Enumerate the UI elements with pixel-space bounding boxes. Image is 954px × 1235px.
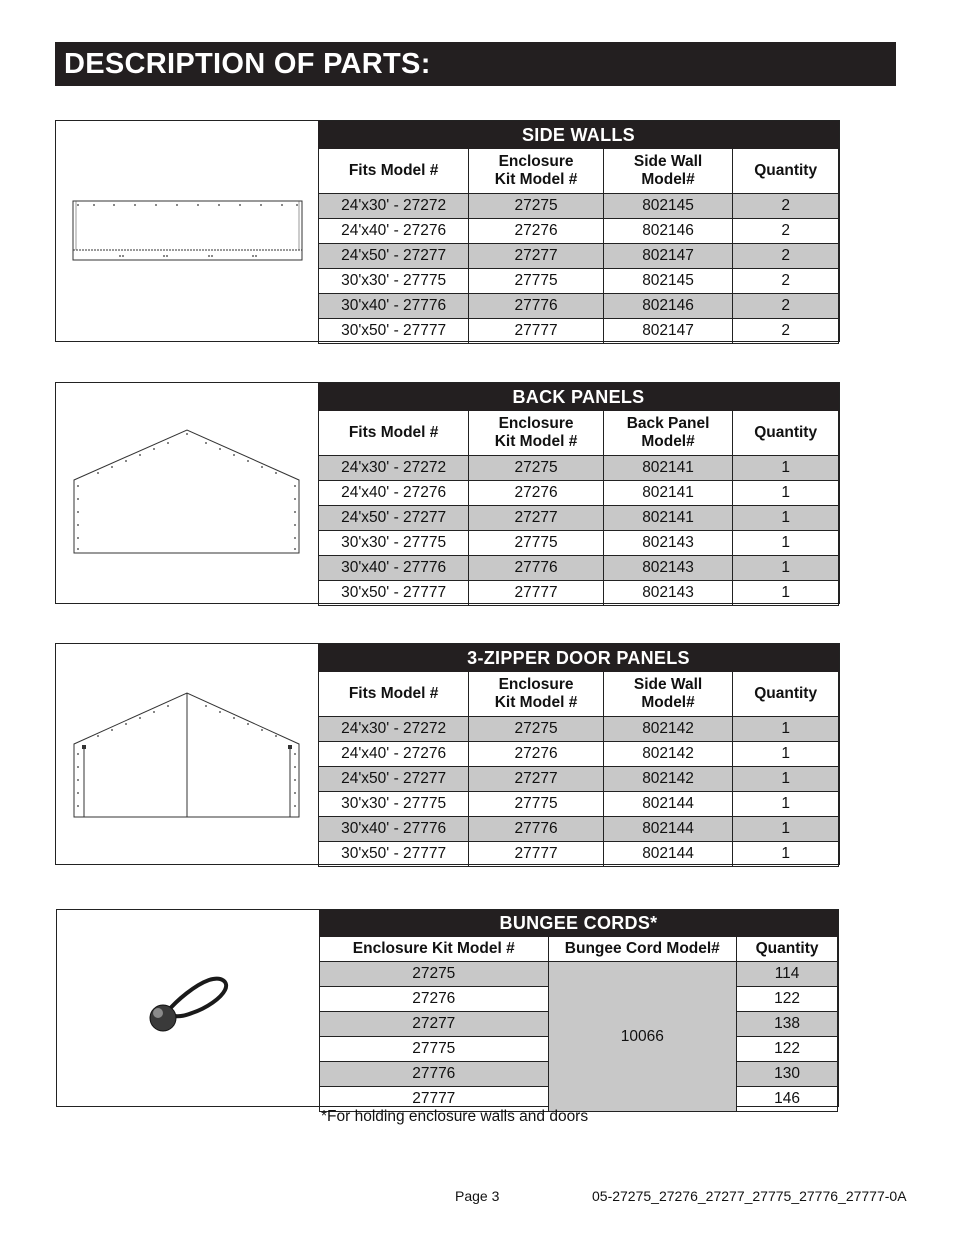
table-row: 30'x40' - 27776 27776 802143 1 <box>319 556 839 581</box>
column-header: Fits Model # <box>319 149 469 194</box>
column-header: Enclosure Kit Model # <box>320 937 549 962</box>
column-header: Quantity <box>733 672 839 717</box>
footnote: *For holding enclosure walls and doors <box>321 1108 589 1125</box>
table-row: 24'x30' - 27272 27275 802142 1 <box>319 717 839 742</box>
table-row: 30'x50' - 27777 27777 802143 1 <box>319 581 839 606</box>
table-row: 24'x40' - 27276 27276 802146 2 <box>319 219 839 244</box>
bungee-cords-section <box>56 909 839 1107</box>
side-walls-table <box>318 121 839 344</box>
column-header: Side Wall Model# <box>603 149 732 194</box>
side-wall-illustration <box>56 121 318 341</box>
table-row: 30'x30' - 27775 27775 802145 2 <box>319 269 839 294</box>
table-row: 30'x40' - 27776 27776 802144 1 <box>319 817 839 842</box>
column-header: Bungee Cord Model# <box>548 937 737 962</box>
back-panels-section <box>55 382 840 604</box>
door-panels-section <box>55 643 840 865</box>
table-row: 27275 10066 114 <box>320 962 838 987</box>
table-row: 24'x50' - 27277 27277 802147 2 <box>319 244 839 269</box>
section-title: SIDE WALLS <box>319 122 839 149</box>
table-row: 30'x50' - 27777 27777 802144 1 <box>319 842 839 867</box>
bungee-cord-model: 10066 <box>548 962 737 1112</box>
table-row: 24'x50' - 27277 27277 802141 1 <box>319 506 839 531</box>
document-number: 05-27275_27276_27277_27775_27776_27777-0A <box>592 1188 907 1204</box>
column-header: Enclosure Kit Model # <box>469 672 604 717</box>
side-walls-section <box>55 120 840 342</box>
column-header: Quantity <box>733 411 839 456</box>
table-row: 30'x30' - 27775 27775 802143 1 <box>319 531 839 556</box>
table-row: 24'x30' - 27272 27275 802145 2 <box>319 194 839 219</box>
column-header: Side Wall Model# <box>603 672 732 717</box>
column-header: Back Panel Model# <box>603 411 732 456</box>
table-row: 27775 122 <box>320 1037 838 1062</box>
table-row: 24'x30' - 27272 27275 802141 1 <box>319 456 839 481</box>
column-header: Fits Model # <box>319 672 469 717</box>
door-panels-table <box>318 644 839 867</box>
column-header: Fits Model # <box>319 411 469 456</box>
table-row: 24'x40' - 27276 27276 802141 1 <box>319 481 839 506</box>
table-row: 30'x50' - 27777 27777 802147 2 <box>319 319 839 344</box>
section-title: BUNGEE CORDS* <box>320 911 838 937</box>
table-row: 30'x30' - 27775 27775 802144 1 <box>319 792 839 817</box>
bungee-cord-illustration <box>57 910 319 1106</box>
column-header: Quantity <box>737 937 838 962</box>
table-row: 24'x40' - 27276 27276 802142 1 <box>319 742 839 767</box>
bungee-cords-table <box>319 910 838 1112</box>
back-panel-illustration <box>56 383 318 603</box>
page-number: Page 3 <box>455 1188 500 1204</box>
section-title: BACK PANELS <box>319 384 839 411</box>
table-row: 27277 138 <box>320 1012 838 1037</box>
table-row: 30'x40' - 27776 27776 802146 2 <box>319 294 839 319</box>
column-header: Quantity <box>733 149 839 194</box>
page-title: DESCRIPTION OF PARTS: <box>55 42 896 86</box>
table-row: 27276 122 <box>320 987 838 1012</box>
table-row: 27776 130 <box>320 1062 838 1087</box>
table-row: 24'x50' - 27277 27277 802142 1 <box>319 767 839 792</box>
table-row: 27777 146 <box>320 1087 838 1112</box>
column-header: Enclosure Kit Model # <box>469 411 604 456</box>
door-panel-illustration <box>56 644 318 864</box>
column-header: Enclosure Kit Model # <box>469 149 604 194</box>
back-panels-table <box>318 383 839 606</box>
section-title: 3-ZIPPER DOOR PANELS <box>319 645 839 672</box>
